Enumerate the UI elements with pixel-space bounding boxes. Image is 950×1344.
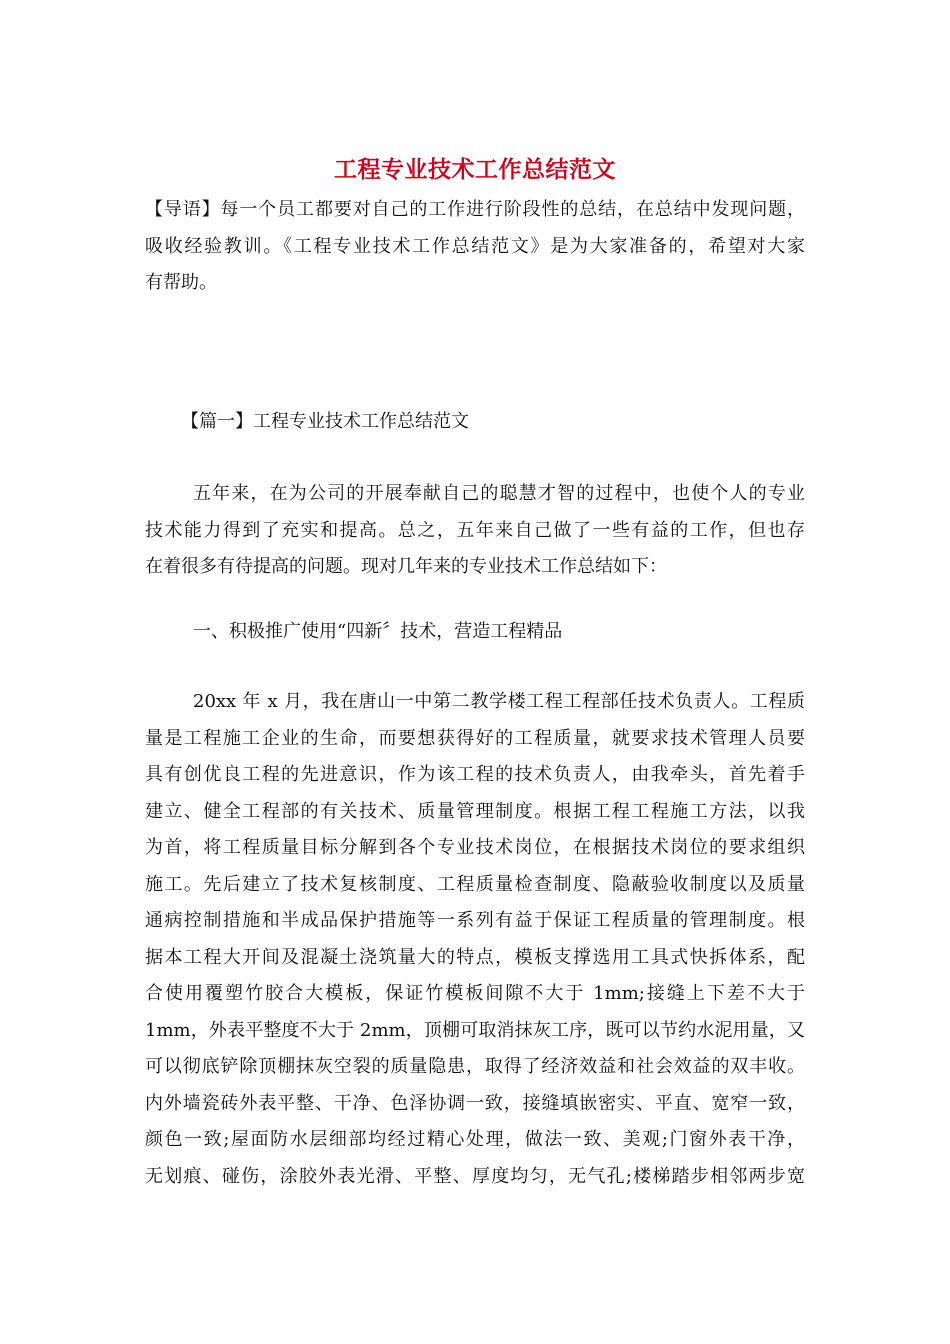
paragraph-line: 1mm，外表平整度不大于 2mm，顶棚可取消抹灰工序，既可以节约水泥用量，又 [145, 1019, 805, 1041]
paragraph-2 [145, 684, 805, 1195]
intro-line: 【导语】每一个员工都要对自己的工作进行阶段性的总结，在总结中发现问题， [145, 199, 805, 220]
intro-line: 吸收经验教训。《工程专业技术工作总结范文》是为大家准备的，希望对大家 [145, 235, 805, 257]
intro-paragraph [145, 192, 805, 302]
paragraph-line: 建立、健全工程部的有关技术、质量管理制度。根据工程工程施工方法，以我 [145, 800, 805, 822]
paragraph-line: 无划痕、碰伤，涂胶外表光滑、平整、厚度均匀，无气孔;楼梯踏步相邻两步宽 [145, 1165, 805, 1187]
paragraph-line: 五年来，在为公司的开展奉献自己的聪慧才智的过程中，也使个人的专业 [193, 483, 805, 504]
paragraph-line: 内外墙瓷砖外表平整、干净、色泽协调一致，接缝填嵌密实、平直、宽窄一致， [145, 1092, 805, 1114]
paragraph-line: 量是工程施工企业的生命，而要想获得好的工程质量，就要求技术管理人员要 [145, 727, 805, 749]
paragraph-line: 施工。先后建立了技术复核制度、工程质量检查制度、隐蔽验收制度以及质量 [145, 873, 805, 895]
paragraph-line: 技术能力得到了充实和提高。总之，五年来自己做了一些有益的工作，但也存 [145, 519, 805, 541]
paragraph-line: 为首，将工程质量目标分解到各个专业技术岗位，在根据技术岗位的要求组织 [145, 837, 805, 858]
paragraph-line: 通病控制措施和半成品保护措施等一系列有益于保证工程质量的管理制度。根 [145, 910, 805, 931]
paragraph-line: 合使用覆塑竹胶合大模板，保证竹模板间隙不大于 1mm;接缝上下差不大于 [145, 983, 805, 1004]
paragraph-line: 20xx 年 x 月，我在唐山一中第二教学楼工程工程部任技术负责人。工程质 [193, 691, 805, 712]
paragraph-line: 具有创优良工程的先进意识，作为该工程的技术负责人，由我牵头，首先着手 [145, 764, 805, 785]
paragraph-line: 在着很多有待提高的问题。现对几年来的专业技术工作总结如下： [145, 556, 667, 577]
paragraph-line: 可以彻底铲除顶棚抹灰空裂的质量隐患，取得了经济效益和社会效益的双丰收。 [145, 1056, 805, 1077]
paragraph-line: 颜色一致;屋面防水层细部均经过精心处理，做法一致、美观;门窗外表干净， [145, 1129, 805, 1150]
section-heading-text: 【篇一】工程专业技术工作总结范文 [181, 411, 469, 432]
paragraph-1 [145, 476, 805, 586]
document-title: 工程专业技术工作总结范文 [334, 156, 616, 183]
paragraph-line: 据本工程大开间及混凝土浇筑量大的特点，模板支撑选用工具式快拆体系，配 [145, 946, 805, 968]
point-1-heading [145, 614, 805, 651]
section-heading [181, 404, 781, 441]
point-heading-text: 一、积极推广使用“四新〞技术，营造工程精品 [193, 621, 563, 642]
intro-line: 有帮助。 [145, 272, 217, 293]
